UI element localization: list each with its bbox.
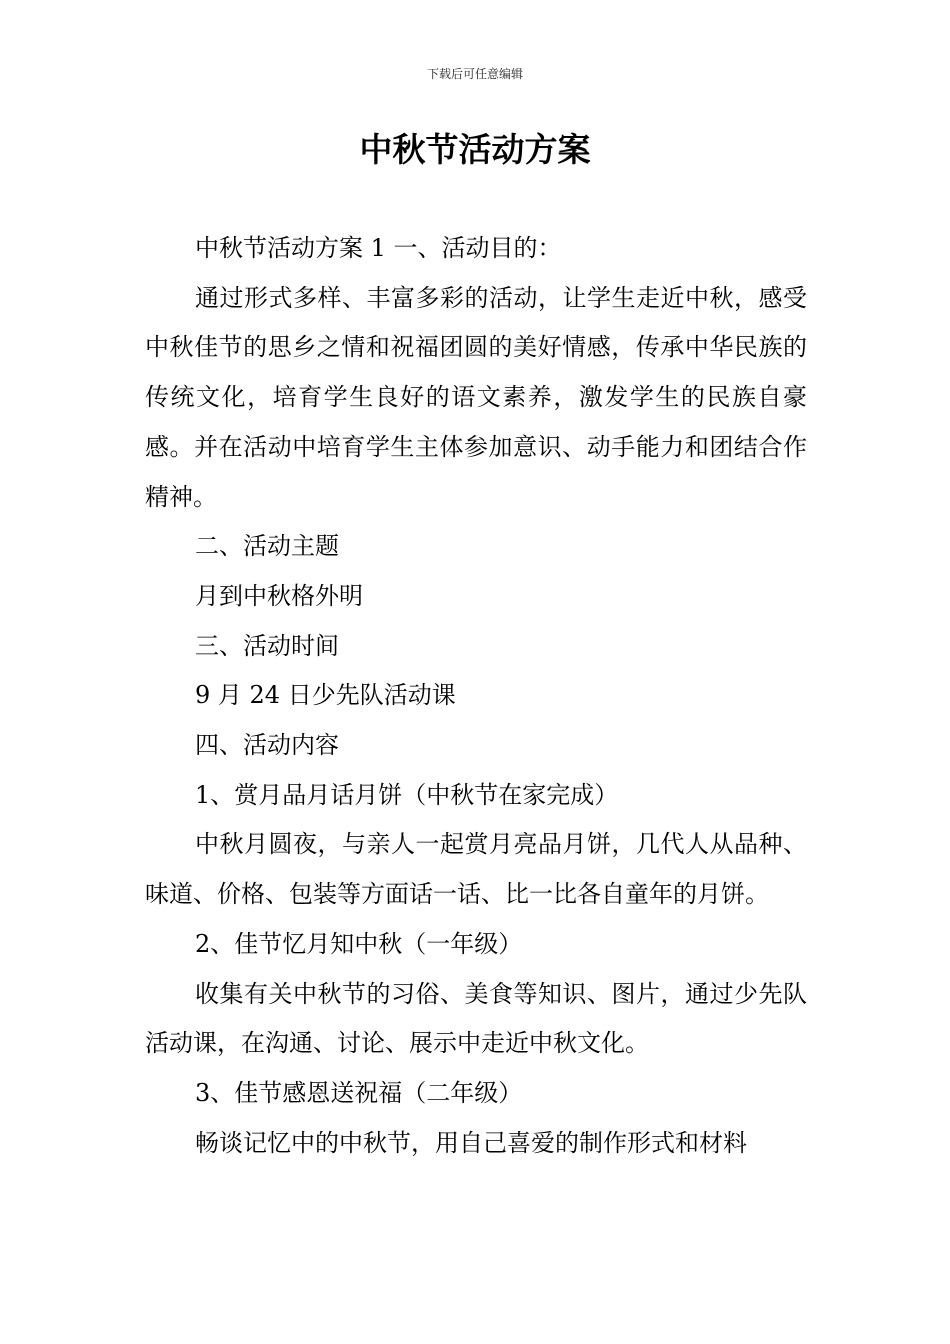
subsection-heading: 3、佳节感恩送祝福（二年级） xyxy=(195,1078,523,1107)
subsection-heading: 2、佳节忆月知中秋（一年级） xyxy=(195,929,523,958)
section-heading: 二、活动主题 xyxy=(195,532,339,561)
document-title: 中秋节活动方案 xyxy=(359,130,591,169)
header-note: 下载后可任意编辑 xyxy=(426,67,523,81)
paragraph: 9 月 24 日少先队活动课 xyxy=(195,681,456,710)
paragraph: 中秋节活动方案 1 一、活动目的： xyxy=(195,234,562,262)
paragraph: 通过形式多样、丰富多彩的活动，让学生走近中秋，感受中秋佳节的思乡之情和祝福团圆的美好情感，传承中华民族的传统文化，培育学生良好的语文素养，激发学生的民族自豪感。并在活动中培育学生主体参加意识、动手能力和团结合作精神。 xyxy=(145,283,807,511)
document-body xyxy=(145,224,807,1168)
section-heading: 三、活动时间 xyxy=(195,631,339,660)
paragraph: 月到中秋格外明 xyxy=(195,581,363,610)
paragraph: 中秋月圆夜，与亲人一起赏月亮品月饼，几代人从品种、味道、价格、包装等方面话一话、比一比各自童年的月饼。 xyxy=(145,830,807,909)
paragraph: 畅谈记忆中的中秋节，用自己喜爱的制作形式和材料 xyxy=(195,1128,747,1157)
section-heading: 四、活动内容 xyxy=(195,731,339,760)
subsection-heading: 1、赏月品月话月饼（中秋节在家完成） xyxy=(195,780,619,809)
paragraph: 收集有关中秋节的习俗、美食等知识、图片，通过少先队活动课，在沟通、讨论、展示中走近中秋文化。 xyxy=(145,979,807,1058)
